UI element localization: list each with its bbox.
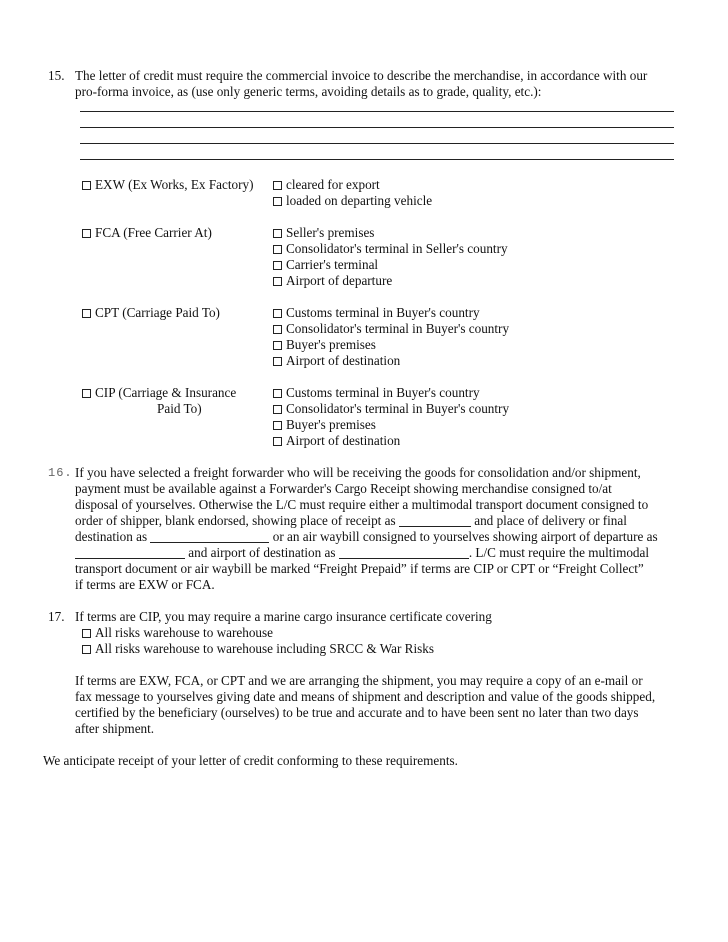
option-exw-loaded[interactable]: loaded on departing vehicle — [273, 193, 432, 209]
checkbox-icon[interactable] — [273, 181, 282, 190]
term-exw[interactable]: EXW (Ex Works, Ex Factory) — [82, 177, 254, 193]
item-17-line1: If terms are CIP, you may require a marine cargo insurance certificate covering — [75, 609, 492, 624]
checkbox-icon[interactable] — [273, 197, 282, 206]
item-16-line3: disposal of yourselves. Otherwise the L/C must require either a multimodal transport document consigned to — [75, 497, 649, 512]
checkbox-icon[interactable] — [273, 277, 282, 286]
place-of-receipt-blank[interactable] — [399, 514, 471, 527]
checkbox-icon[interactable] — [82, 645, 91, 654]
checkbox-icon[interactable] — [82, 389, 91, 398]
item-15-line1: The letter of credit must require the commercial invoice to describe the merchandise, in accordance with our — [75, 68, 648, 83]
description-line-1[interactable] — [80, 111, 674, 112]
checkbox-icon[interactable] — [273, 341, 282, 350]
option-fca-3[interactable]: Carrier's terminal — [273, 257, 378, 273]
option-cip-2[interactable]: Consolidator's terminal in Buyer's country — [273, 401, 509, 417]
option-cip-4[interactable]: Airport of destination — [273, 433, 400, 449]
option-cpt-3[interactable]: Buyer's premises — [273, 337, 376, 353]
checkbox-icon[interactable] — [273, 357, 282, 366]
checkbox-icon[interactable] — [273, 421, 282, 430]
description-line-4[interactable] — [80, 159, 674, 160]
option-fca-2[interactable]: Consolidator's terminal in Seller's country — [273, 241, 508, 257]
term-cip-line2: Paid To) — [157, 401, 202, 416]
description-line-3[interactable] — [80, 143, 674, 144]
option-cpt-2[interactable]: Consolidator's terminal in Buyer's country — [273, 321, 509, 337]
option-exw-cleared[interactable]: cleared for export — [273, 177, 380, 193]
description-line-2[interactable] — [80, 127, 674, 128]
checkbox-icon[interactable] — [82, 229, 91, 238]
checkbox-icon[interactable] — [273, 309, 282, 318]
item-16-line5: destination as or an air waybill consigned to yourselves showing airport of departure as — [75, 529, 658, 544]
option-cpt-1[interactable]: Customs terminal in Buyer's country — [273, 305, 480, 321]
checkbox-icon[interactable] — [273, 437, 282, 446]
item-17-number: 17. — [48, 609, 65, 624]
checkbox-icon[interactable] — [82, 181, 91, 190]
item-15-line2: pro-forma invoice, as (use only generic terms, avoiding details as to grade, quality, etc.): — [75, 84, 542, 99]
airport-of-destination-blank[interactable] — [339, 546, 469, 559]
term-cip[interactable]: CIP (Carriage & Insurance — [82, 385, 236, 401]
option-cip-1[interactable]: Customs terminal in Buyer's country — [273, 385, 480, 401]
insurance-option-1[interactable]: All risks warehouse to warehouse — [82, 625, 273, 641]
item-17-para-line3: certified by the beneficiary (ourselves) to be true and accurate and to have been sent no later than two days — [75, 705, 639, 720]
option-cpt-4[interactable]: Airport of destination — [273, 353, 400, 369]
checkbox-icon[interactable] — [273, 229, 282, 238]
item-17-para-line2: fax message to yourselves giving date and means of shipment and description and value of the goods shipped, — [75, 689, 656, 704]
item-16-line2: payment must be available against a Forwarder's Cargo Receipt showing merchandise consigned to/at — [75, 481, 612, 496]
item-17-para-line1: If terms are EXW, FCA, or CPT and we are arranging the shipment, you may require a copy of an e-mail or — [75, 673, 643, 688]
item-16-line1: If you have selected a freight forwarder who will be receiving the goods for consolidation and/or shipment, — [75, 465, 641, 480]
option-fca-4[interactable]: Airport of departure — [273, 273, 392, 289]
item-16-line4: order of shipper, blank endorsed, showing place of receipt as and place of delivery or final — [75, 513, 627, 528]
item-16-number: 16. — [48, 466, 73, 480]
checkbox-icon[interactable] — [82, 629, 91, 638]
option-cip-3[interactable]: Buyer's premises — [273, 417, 376, 433]
item-17-para-line4: after shipment. — [75, 721, 155, 736]
item-16-line8: if terms are EXW or FCA. — [75, 577, 215, 592]
checkbox-icon[interactable] — [82, 309, 91, 318]
option-fca-1[interactable]: Seller's premises — [273, 225, 374, 241]
term-cpt[interactable]: CPT (Carriage Paid To) — [82, 305, 220, 321]
item-16-line6: and airport of destination as . L/C must require the multimodal — [75, 545, 649, 561]
checkbox-icon[interactable] — [273, 389, 282, 398]
checkbox-icon[interactable] — [273, 405, 282, 414]
checkbox-icon[interactable] — [273, 261, 282, 270]
closing-statement: We anticipate receipt of your letter of credit conforming to these requirements. — [43, 753, 458, 768]
checkbox-icon[interactable] — [273, 325, 282, 334]
term-fca[interactable]: FCA (Free Carrier At) — [82, 225, 212, 241]
airport-of-departure-blank[interactable] — [75, 546, 185, 559]
checkbox-icon[interactable] — [273, 245, 282, 254]
item-15-number: 15. — [48, 68, 65, 83]
insurance-option-2[interactable]: All risks warehouse to warehouse including SRCC & War Risks — [82, 641, 434, 657]
final-destination-blank[interactable] — [150, 530, 269, 543]
item-16-line7: transport document or air waybill be marked “Freight Prepaid” if terms are CIP or CPT or “Freight Collect” — [75, 561, 644, 576]
